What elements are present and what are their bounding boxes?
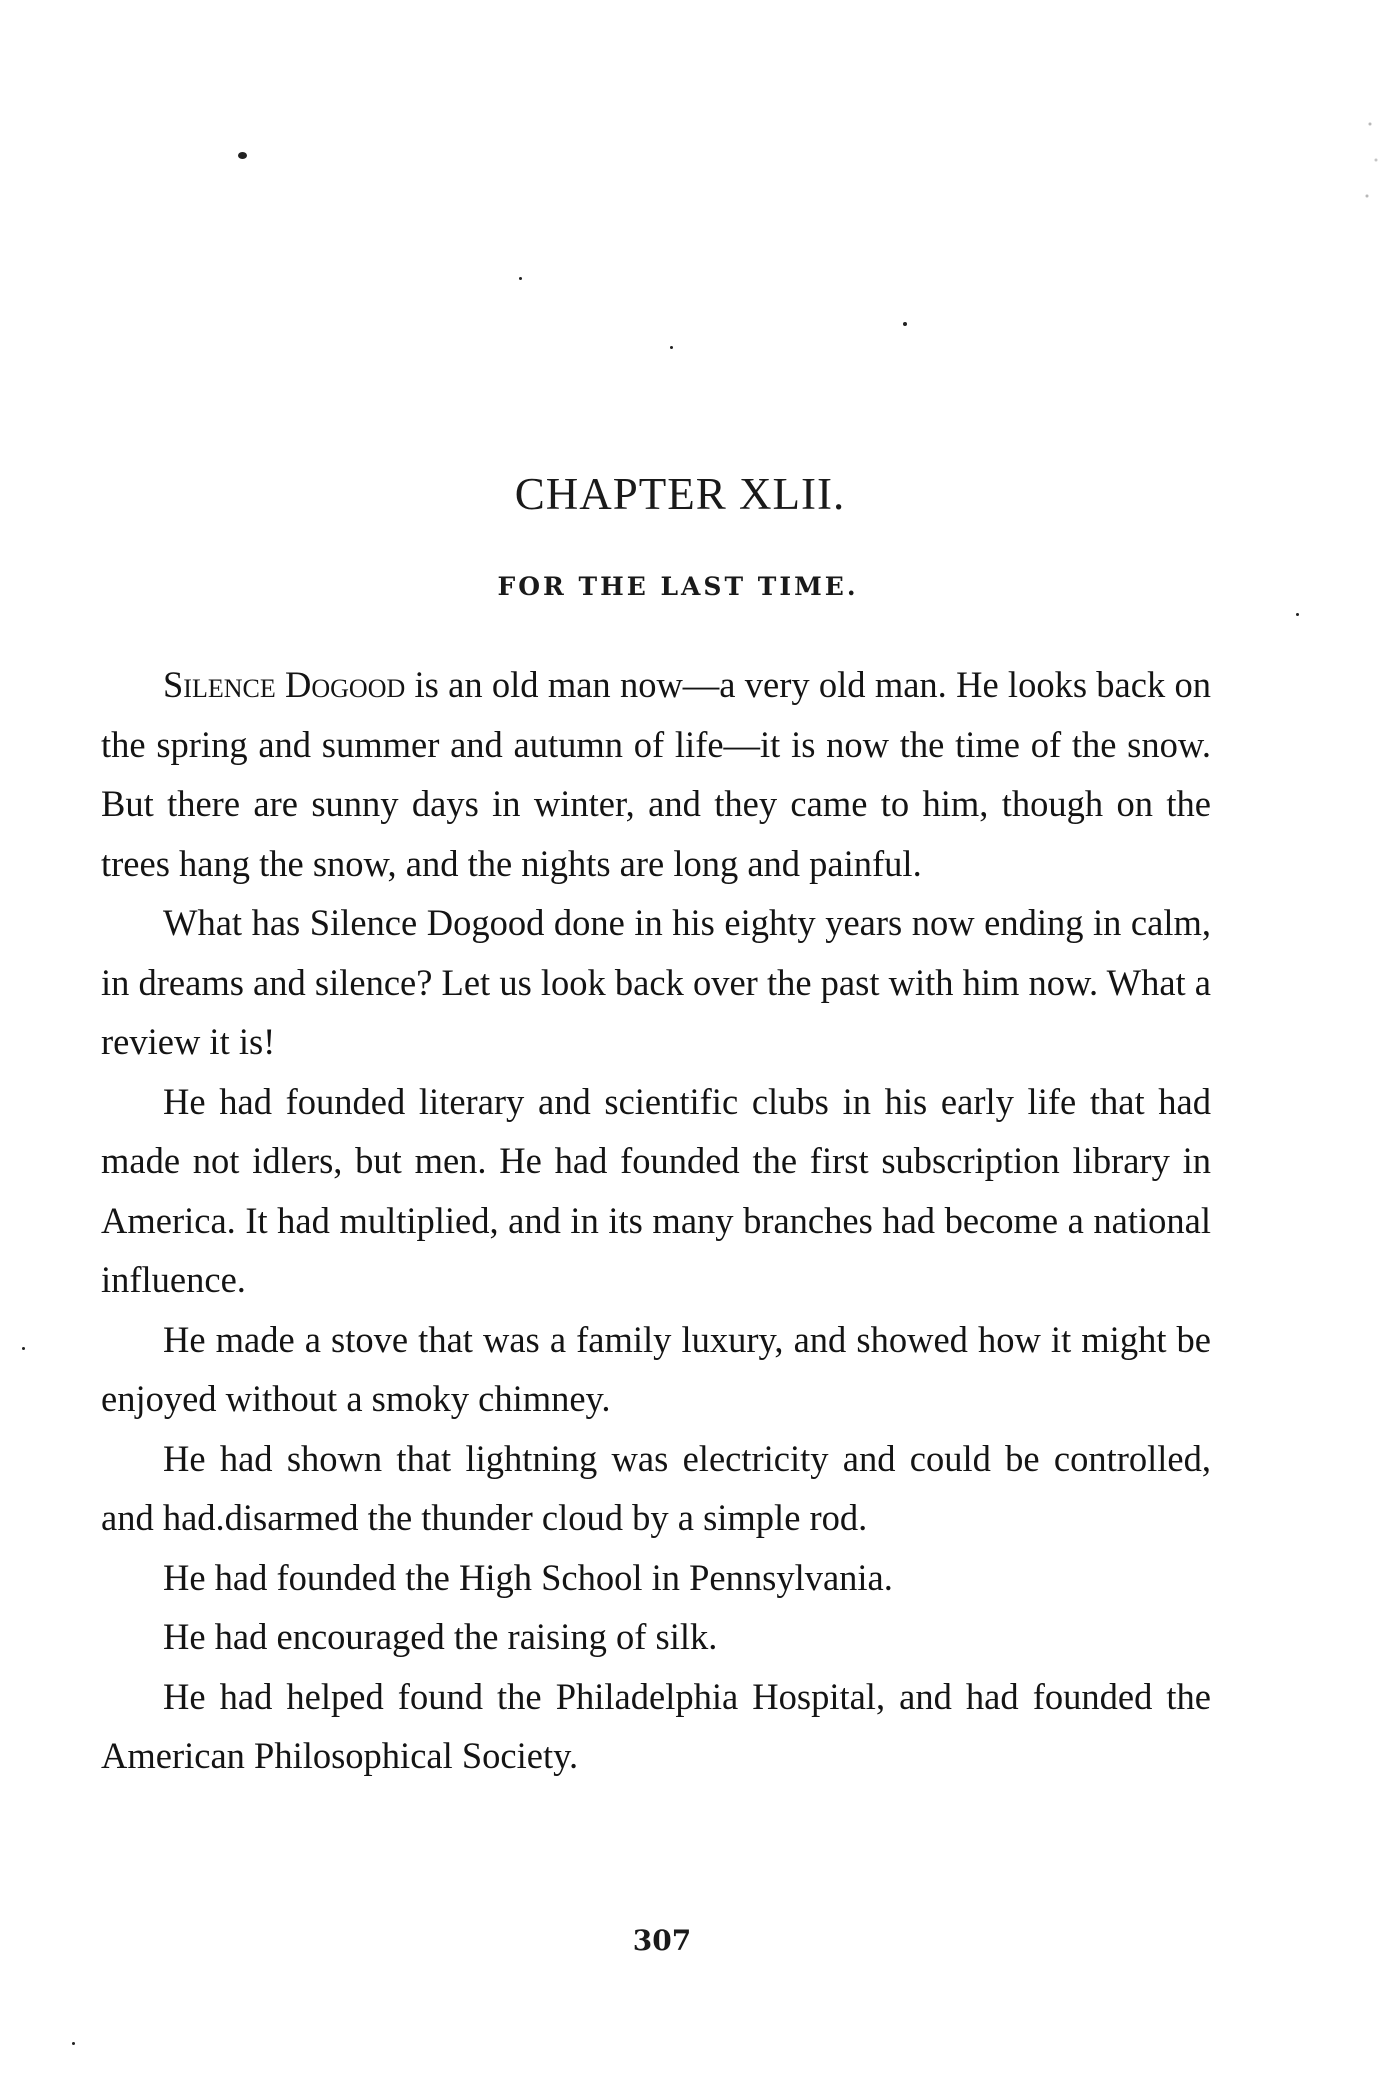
paragraph: He had founded the High School in Pennsylvania. bbox=[163, 1556, 893, 1598]
paragraph-text: is an old man now—a very old man. He looks back on the spring and summer and autumn of life—it is now the time of the snow. But there are sunny days in winter, and they came to him, though on the trees hang the snow, and the nights are long and painful. bbox=[101, 664, 1211, 884]
scan-speck bbox=[22, 1347, 25, 1350]
name-small-caps: Silence Dogood bbox=[163, 664, 406, 705]
paragraph: He had helped found the Philadelphia Hospital, and had founded the American Philosophical Society. bbox=[101, 1675, 1211, 1776]
scan-edge-noise bbox=[1358, 100, 1388, 220]
paragraph: What has Silence Dogood done in his eighty years now ending in calm, in dreams and silence? Let us look back over the past with him now. What a review it is! bbox=[101, 902, 1211, 1062]
scan-speck bbox=[72, 2042, 75, 2045]
scan-speck bbox=[903, 322, 907, 326]
scan-speck bbox=[238, 152, 247, 159]
paragraph: He made a stove that was a family luxury, and showed how it might be enjoyed without a smoky chimney. bbox=[101, 1318, 1211, 1419]
body-text bbox=[101, 655, 1211, 1786]
chapter-subtitle-text: FOR THE LAST TIME. bbox=[497, 572, 859, 601]
page-number bbox=[0, 1924, 1388, 1957]
chapter-title-text: CHAPTER XLII. bbox=[514, 469, 846, 519]
page-number-text: 307 bbox=[632, 1924, 692, 1957]
paragraph bbox=[101, 655, 1211, 893]
scan-speck bbox=[670, 346, 673, 349]
paragraph: He had founded literary and scientific clubs in his early life that had made not idlers, but men. He had founded the first subscription library in America. It had multiplied, and in its many branches had become a national influence. bbox=[101, 1080, 1211, 1300]
scan-speck bbox=[1296, 613, 1299, 616]
paragraph: He had shown that lightning was electricity and could be controlled, and had.disarmed the thunder cloud by a simple rod. bbox=[101, 1437, 1211, 1538]
scan-speck bbox=[519, 277, 522, 280]
paragraph: He had encouraged the raising of silk. bbox=[163, 1616, 718, 1657]
chapter-subtitle bbox=[0, 572, 1388, 601]
chapter-title bbox=[0, 468, 1388, 520]
